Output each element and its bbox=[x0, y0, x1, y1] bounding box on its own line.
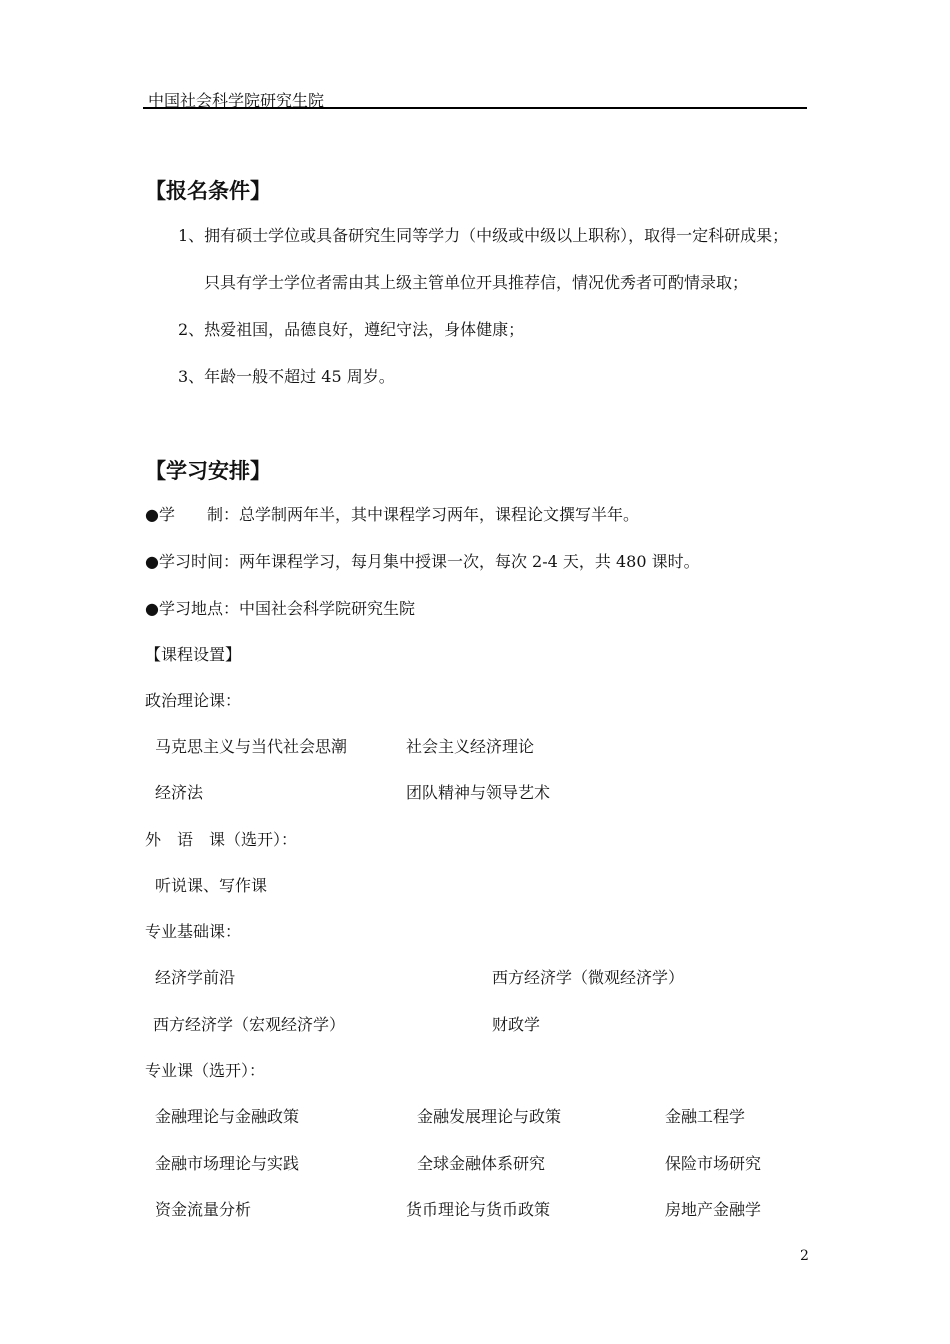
course-item: 经济法 bbox=[155, 783, 204, 802]
course-item: 社会主义经济理论 bbox=[406, 737, 535, 756]
course-item: 西方经济学（宏观经济学） bbox=[153, 1015, 346, 1034]
course-item: 金融工程学 bbox=[665, 1107, 746, 1126]
course-item: 保险市场研究 bbox=[665, 1154, 762, 1173]
course-item: 听说课、写作课 bbox=[155, 876, 268, 895]
course-item: 财政学 bbox=[492, 1015, 541, 1034]
bullet-study-location: ●学习地点：中国社会科学院研究生院 bbox=[145, 599, 415, 618]
requirement-item-1: 1、拥有硕士学位或具备研究生同等学力（中级或中级以上职称），取得一定科研成果； bbox=[178, 226, 789, 245]
course-item: 经济学前沿 bbox=[155, 968, 236, 987]
requirement-item-3: 3、年龄一般不超过 45 周岁。 bbox=[178, 367, 395, 386]
major-courses-label: 专业课（选开）： bbox=[145, 1061, 266, 1080]
course-item: 金融理论与金融政策 bbox=[155, 1107, 300, 1126]
section-title-requirements: 【报名条件】 bbox=[145, 179, 271, 203]
political-courses-label: 政治理论课： bbox=[145, 691, 242, 710]
course-item: 货币理论与货币政策 bbox=[406, 1200, 551, 1219]
bullet-study-time: ●学习时间：两年课程学习，每月集中授课一次，每次 2-4 天，共 480 课时。 bbox=[145, 552, 700, 571]
header-divider bbox=[143, 107, 807, 109]
basic-courses-label: 专业基础课： bbox=[145, 922, 242, 941]
page-header: 中国社会科学院研究生院 bbox=[148, 91, 325, 110]
course-item: 资金流量分析 bbox=[155, 1200, 252, 1219]
requirement-item-2: 2、热爱祖国，品德良好，遵纪守法，身体健康； bbox=[178, 320, 525, 339]
page-number: 2 bbox=[800, 1248, 809, 1264]
course-item: 团队精神与领导艺术 bbox=[406, 783, 551, 802]
course-item: 西方经济学（微观经济学） bbox=[492, 968, 685, 987]
course-item: 金融市场理论与实践 bbox=[155, 1154, 300, 1173]
language-courses-label: 外 语 课（选开）： bbox=[145, 830, 298, 849]
course-item: 房地产金融学 bbox=[665, 1200, 762, 1219]
section-title-study-arrangement: 【学习安排】 bbox=[145, 459, 271, 483]
courses-title: 【课程设置】 bbox=[145, 645, 242, 664]
course-item: 全球金融体系研究 bbox=[417, 1154, 546, 1173]
course-item: 金融发展理论与政策 bbox=[417, 1107, 562, 1126]
bullet-duration: ●学 制：总学制两年半，其中课程学习两年，课程论文撰写半年。 bbox=[145, 505, 639, 524]
course-item: 马克思主义与当代社会思潮 bbox=[155, 737, 348, 756]
requirement-item-1-note: 只具有学士学位者需由其上级主管单位开具推荐信，情况优秀者可酌情录取； bbox=[204, 273, 749, 292]
